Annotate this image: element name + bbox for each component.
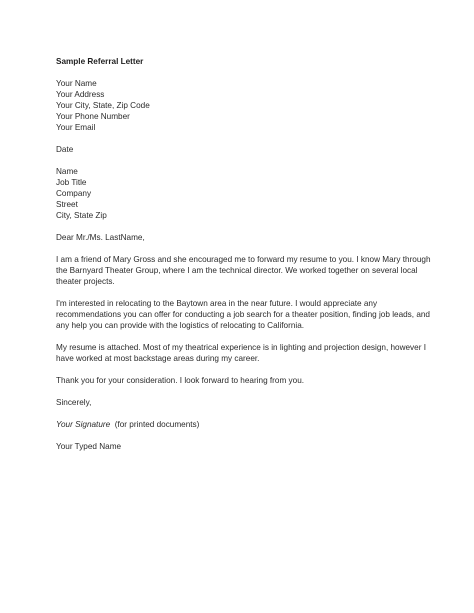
sender-name: Your Name xyxy=(56,79,97,88)
paragraph-line: recommendations you can offer for conducting a job search for a theater position, finding job leads, and xyxy=(56,310,430,319)
paragraph-line: the Barnyard Theater Group, where I am the technical director. We worked together on several local xyxy=(56,266,418,275)
recipient-address xyxy=(56,166,426,221)
paragraph-line: have worked at most backstage areas during my career. xyxy=(56,354,260,363)
paragraph-line: My resume is attached. Most of my theatrical experience is in lighting and projection design, however I xyxy=(56,343,426,352)
sender-address-line: Your Address xyxy=(56,90,105,99)
sender-phone: Your Phone Number xyxy=(56,112,130,121)
letter-date-block xyxy=(56,144,426,155)
letter-title: Sample Referral Letter xyxy=(56,57,144,66)
recipient-job-title: Job Title xyxy=(56,178,87,187)
paragraph-line: I'm interested in relocating to the Baytown area in the near future. I would appreciate any xyxy=(56,299,378,308)
paragraph-line: theater projects. xyxy=(56,277,115,286)
referral-letter xyxy=(56,56,431,452)
sender-city-state-zip: Your City, State, Zip Code xyxy=(56,101,150,110)
closing: Sincerely, xyxy=(56,398,92,407)
paragraph-line: any help you can provide with the logistics of relocating to California. xyxy=(56,321,305,330)
recipient-company: Company xyxy=(56,189,92,198)
closing-block xyxy=(56,397,426,408)
body-paragraph-1 xyxy=(56,254,431,287)
recipient-name: Name xyxy=(56,167,78,176)
signature-label: Your Signature xyxy=(56,420,111,429)
signature-note: (for printed documents) xyxy=(114,420,200,429)
signature-line xyxy=(56,419,426,430)
typed-name-block xyxy=(56,441,426,452)
sender-email: Your Email xyxy=(56,123,96,132)
body-paragraph-4 xyxy=(56,375,426,386)
body-paragraph-3 xyxy=(56,342,426,364)
paragraph-line: Thank you for your consideration. I look forward to hearing from you. xyxy=(56,376,305,385)
signature-block xyxy=(56,419,426,430)
salutation-block xyxy=(56,232,426,243)
typed-name: Your Typed Name xyxy=(56,442,122,451)
letter-date: Date xyxy=(56,145,74,154)
recipient-street: Street xyxy=(56,200,78,209)
sender-address xyxy=(56,78,426,133)
paragraph-line: I am a friend of Mary Gross and she encouraged me to forward my resume to you. I know Mary through xyxy=(56,255,431,264)
recipient-city-state-zip: City, State Zip xyxy=(56,211,107,220)
salutation: Dear Mr./Ms. LastName, xyxy=(56,233,145,242)
body-paragraph-2 xyxy=(56,298,430,331)
